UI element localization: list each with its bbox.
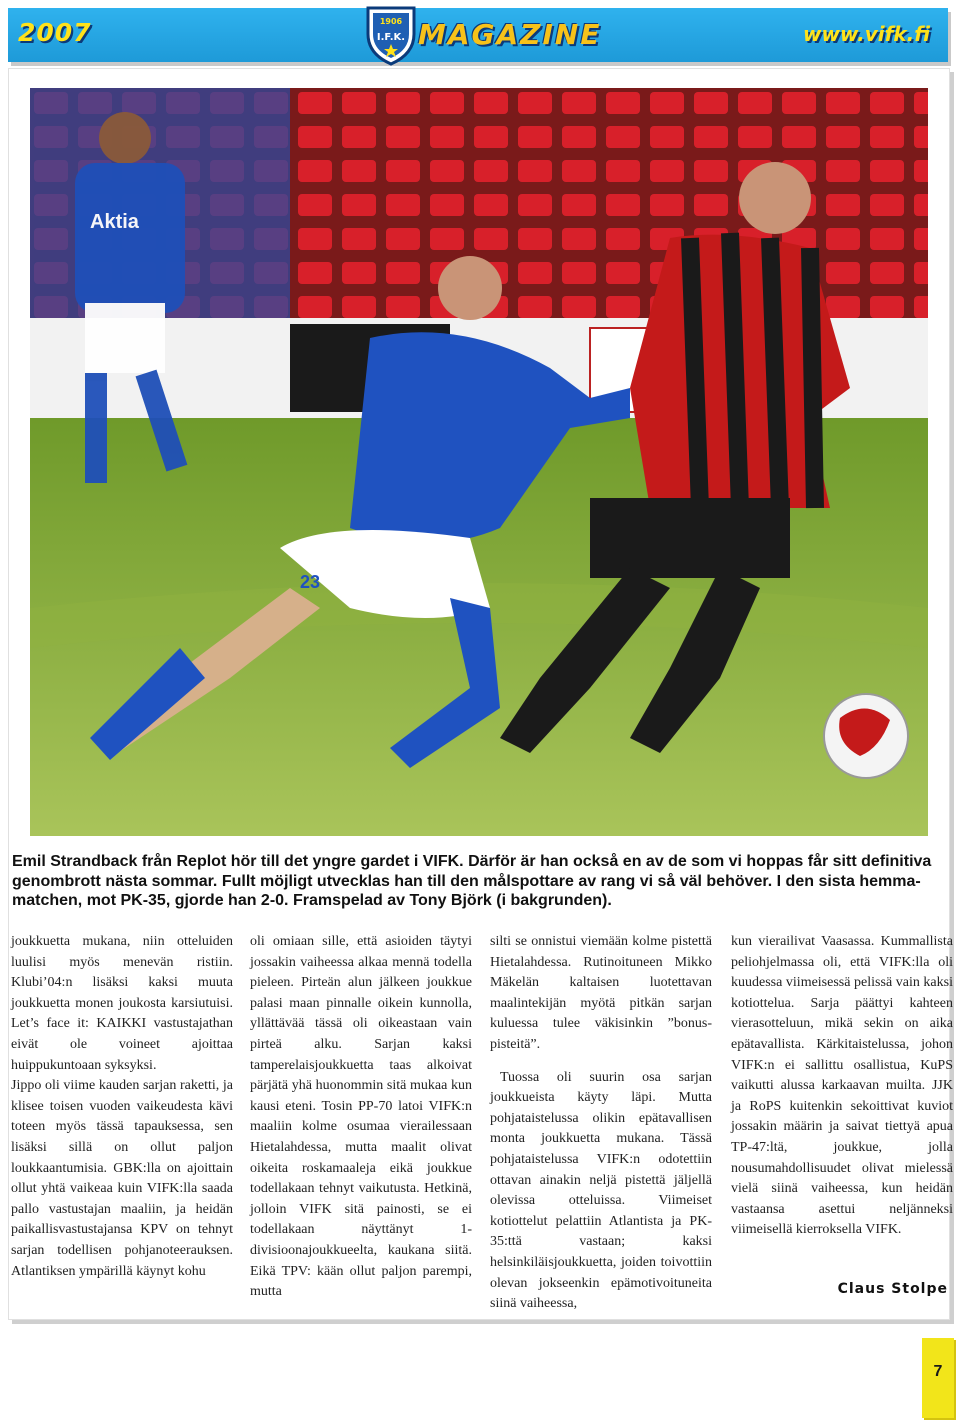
header-year: 2007 <box>18 18 92 47</box>
article-paragraph: oli omiaan sille, että asioiden täytyi jossakin vaiheessa alkaa mennä todella pieleen. Pirteän alun jälkeen joukkue palasi maan pinnalle oikein kunnolla, yllättävää tässä oli oikeastaan vain pirteä alku. Sarjan kaksi tamperelaisjoukkuetta taas alkoivat pärjätä yhä huonommin sitä mukaa kun kausi eteni. Tosin PP-70 latoi VIFK:n maaliin kolme osumaa vierailessaan Hietalahdessa, mutta maalit olivat oikeita roskamaaleja eikä joukkue todellakaan tehnyt vaikutusta. Hetkinä, jolloin VIFK sitä painosti, se ei todellakaan näyttänyt 1-divisioonajoukkueelta, kaukana siitä. Eikä TPV: kään ollut paljon parempi, mutta <box>250 934 472 1300</box>
article-paragraph: joukkuetta mukana, niin otteluiden luulisi myös menevän ristiin. Klubi’04:n lisäksi kaksi muuta joukkuetta monen joukosta karsiutuisi. Let’s face it: KAIKKI vastustajathan eivät ole voineet ajoittaa huippukuntoaan syksyksi. <box>11 934 233 1073</box>
page-number: 7 <box>933 1363 943 1380</box>
article-paragraph: Jippo oli viime kauden sarjan raketti, ja klisee toisen vuoden vaikeudesta kävi toteen myös tässä tapauksessa, sen lisäksi sillä on ollut paljon loukkaantumisia. GBK:lla on ajoittain ollut yhtä vaikeaa kuin VIFK:lla saada pallo vastustajan maaliin, ja heidän paikallisvastustajansa KPV on tehnyt sarjan todellisen pohjanoteerauksen. Atlantiksen ympärillä käynyt kohu <box>11 1078 233 1279</box>
article-column-2 <box>250 932 472 1303</box>
magazine-header <box>8 8 948 62</box>
photo-caption: Emil Strandback från Replot hör till det yngre gardet i VIFK. Därför är han också en av de som vi hoppas får sitt definitiva genombrott nästa sommar. Fullt möjligt utvecklas han till den målspottare av rang vi så väl behöver. I den sista hemma-matchen, mot PK-35, gjorde han 2-0. Framspelad av Tony Björk (i bakgrunden). <box>12 853 932 909</box>
match-photo <box>30 88 928 836</box>
header-magazine-title: MAGAZINE <box>418 18 602 51</box>
article-column-3 <box>490 932 712 1315</box>
article-column-4 <box>731 932 953 1241</box>
crest-year: 1906 <box>379 17 403 26</box>
ifk-crest-logo <box>364 4 418 66</box>
article-column-1 <box>11 932 233 1282</box>
article-author: Claus Stolpe <box>837 1281 948 1297</box>
jersey-number: 23 <box>300 572 321 592</box>
jersey-sponsor: Aktia <box>90 211 139 233</box>
article-paragraph: kun vierailivat Vaasassa. Kummallista peliohjelmassa oli, että VIFK:lla oli kuudessa viimeisessä pelissä vain kaksi kotiottelua. Sarja päättyi kahteen vierasotteluun, mikä sekin on aika epätavallista. Kärkitaistelussa, johon VIFK:n ei sallittu osallistua, KuPS vaikutti alussa karkaavan muilta. JJK ja RoPS kuitenkin sekoittivat kuviot jossakin määrin ja saivat tiettyä apua TP-47:ltä, joukkue, jolla nousumahdollisuudet olivat mielessä vielä siinä vaiheessa, kun heidän vastaansa asettui neljänneksi viimeisellä kierroksella VIFK. <box>731 934 953 1238</box>
article-paragraph: Tuossa oli suurin osa sarjan joukkueista käyty läpi. Mutta pohjataistelussa olikin epätavallisen monta joukkuetta mukana. Tässä pohjataistelussa VIFK:n odotettiin ottavan ainakin neljä pistettä jäljellä olevissa otteluissa. Viimeiset kotiottelut pelattiin Atlantista ja PK-35:ttä vastaan; kaksi helsinkiläisjoukkuetta, joiden toivottiin olevan jokseenkin epämotivoituneita siinä vaiheessa, <box>490 1069 712 1312</box>
header-website: www.vifk.fi <box>803 22 930 46</box>
article-paragraph: silti se onnistui viemään kolme pistettä Hietalahdessa. Rutinoituneen Mikko Mäkelän kaltaisen luotettavan maalintekijän myötä pitkän sarjan kuluessa tulee väkisinkin ”bonus-pisteitä”. <box>490 934 712 1052</box>
football <box>824 694 908 778</box>
page-number-tab <box>922 1338 954 1418</box>
crest-text: I.F.K. <box>376 32 406 43</box>
